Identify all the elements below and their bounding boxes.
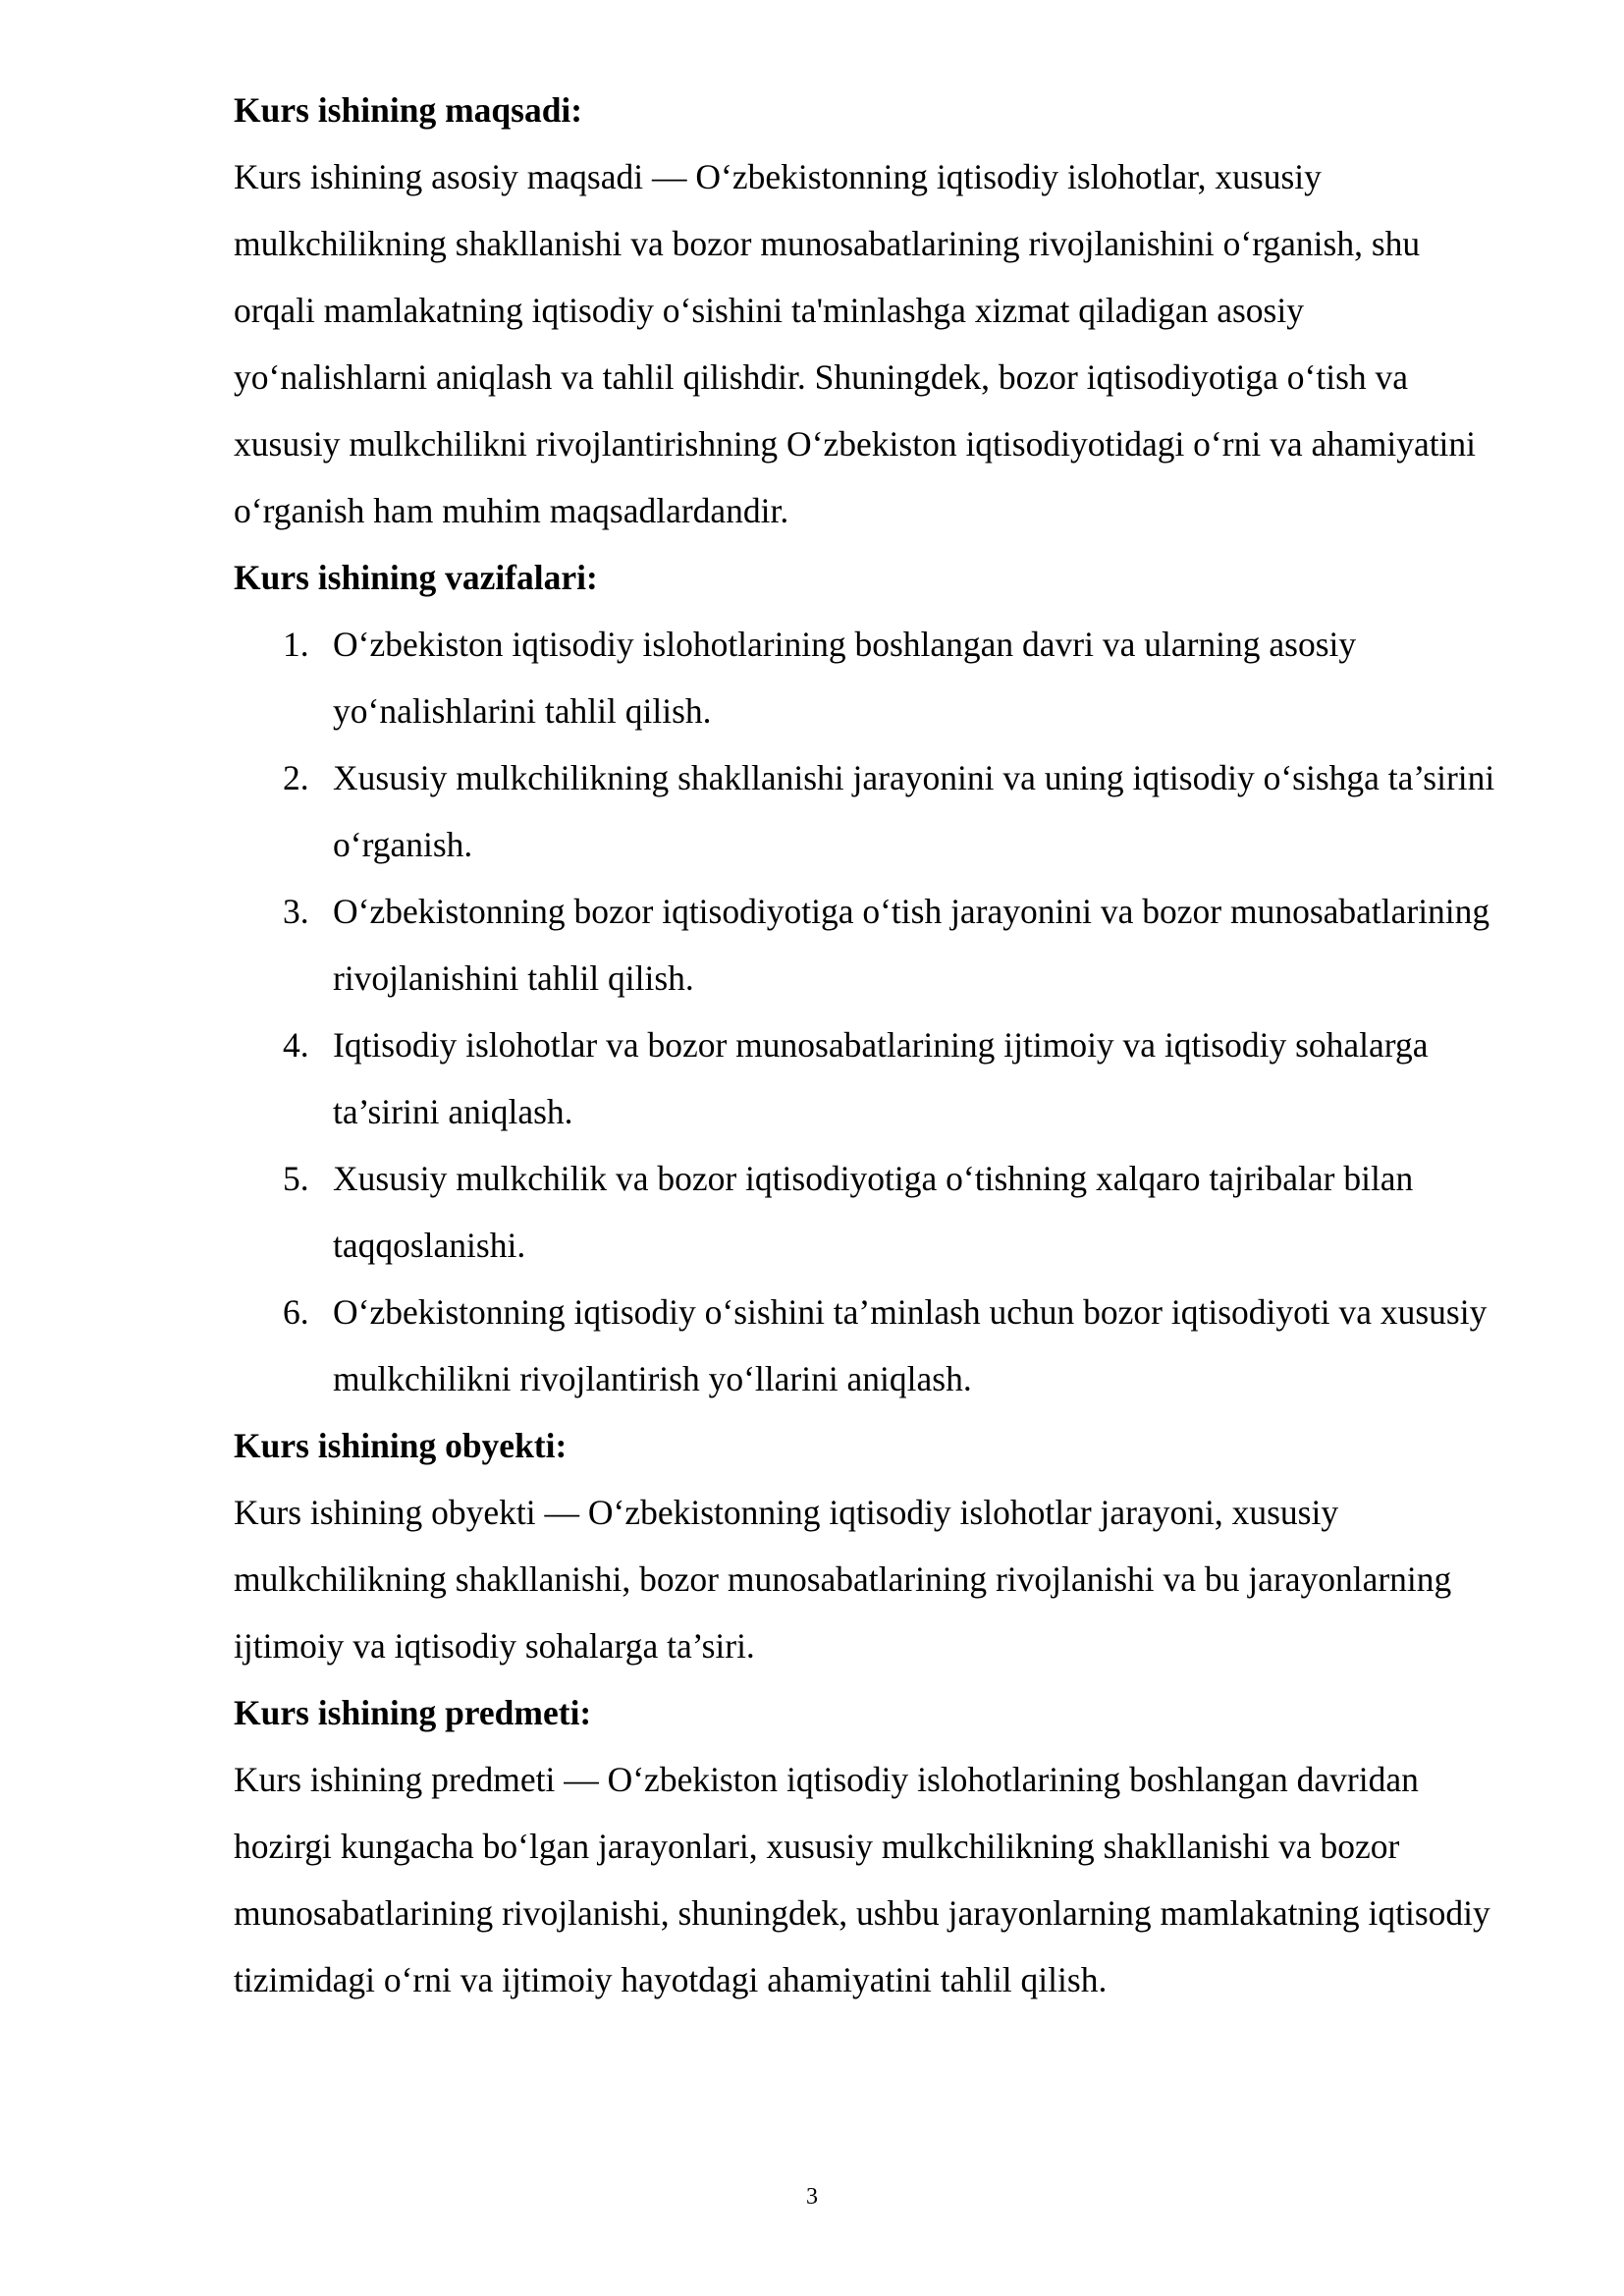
list-item-number: 6. (283, 1292, 309, 1332)
list-item (234, 1145, 1500, 1279)
tasks-heading: Kurs ishining vazifalari: (234, 558, 598, 597)
tasks-list (234, 611, 1500, 1412)
list-item (234, 1011, 1500, 1145)
object-heading: Kurs ishining obyekti: (234, 1426, 568, 1465)
page-number: 3 (806, 2184, 818, 2210)
list-item-text: Xususiy mulkchilik va bozor iqtisodiyotiga o‘tishning xalqaro tajribalar bilan taqqoslanishi. (333, 1159, 1414, 1265)
list-item-text: Xususiy mulkchilikning shakllanishi jarayonini va uning iqtisodiy o‘sishga ta’sirini o‘rganish. (333, 758, 1495, 864)
list-item (234, 878, 1500, 1011)
list-item-number: 5. (283, 1159, 309, 1198)
list-item (234, 1279, 1500, 1412)
list-item-number: 3. (283, 892, 309, 931)
subject-heading: Kurs ishining predmeti: (234, 1693, 592, 1732)
goal-paragraph: Kurs ishining asosiy maqsadi — O‘zbekistonning iqtisodiy islohotlar, xususiy mulkchilikning shakllanishi va bozor munosabatlarining rivojlanishini o‘rganish, shu orqali mamlakatning iqtisodiy o‘sishini ta'minlashga xizmat qiladigan asosiy yo‘nalishlarni aniqlash va tahlil qilishdir. Shuningdek, bozor iqtisodiyotiga o‘tish va xususiy mulkchilikni rivojlantirishning O‘zbekiston iqtisodiyotidagi o‘rni va ahamiyatini o‘rganish ham muhim maqsadlardandir. (234, 157, 1477, 530)
list-item-text: O‘zbekistonning iqtisodiy o‘sishini ta’minlash uchun bozor iqtisodiyoti va xususiy mulkchilikni rivojlantirish yo‘llarini aniqlash. (333, 1292, 1488, 1398)
list-item-text: O‘zbekistonning bozor iqtisodiyotiga o‘tish jarayonini va bozor munosabatlarining rivojlanishini tahlil qilish. (333, 892, 1490, 998)
object-paragraph: Kurs ishining obyekti — O‘zbekistonning iqtisodiy islohotlar jarayoni, xususiy mulkchilikning shakllanishi, bozor munosabatlarining rivojlanishi va bu jarayonlarning ijtimoiy va iqtisodiy sohalarga ta’siri. (234, 1493, 1452, 1666)
list-item-number: 1. (283, 625, 309, 664)
subject-paragraph: Kurs ishining predmeti — O‘zbekiston iqtisodiy islohotlarining boshlangan davridan hozirgi kungacha bo‘lgan jarayonlari, xususiy mulkchilikning shakllanishi va bozor munosabatlarining rivojlanishi, shuningdek, ushbu jarayonlarning mamlakatning iqtisodiy tizimidagi o‘rni va ijtimoiy hayotdagi ahamiyatini tahlil qilish. (234, 1760, 1490, 1999)
list-item-text: O‘zbekiston iqtisodiy islohotlarining boshlangan davri va ularning asosiy yo‘nalishlarini tahlil qilish. (333, 625, 1357, 731)
list-item-number: 4. (283, 1025, 309, 1065)
list-item (234, 611, 1500, 744)
list-item-text: Iqtisodiy islohotlar va bozor munosabatlarining ijtimoiy va iqtisodiy sohalarga ta’sirini aniqlash. (333, 1025, 1429, 1131)
list-item (234, 744, 1500, 878)
goal-heading: Kurs ishining maqsadi: (234, 90, 583, 130)
document-page (234, 77, 1500, 2013)
list-item-number: 2. (283, 758, 309, 797)
